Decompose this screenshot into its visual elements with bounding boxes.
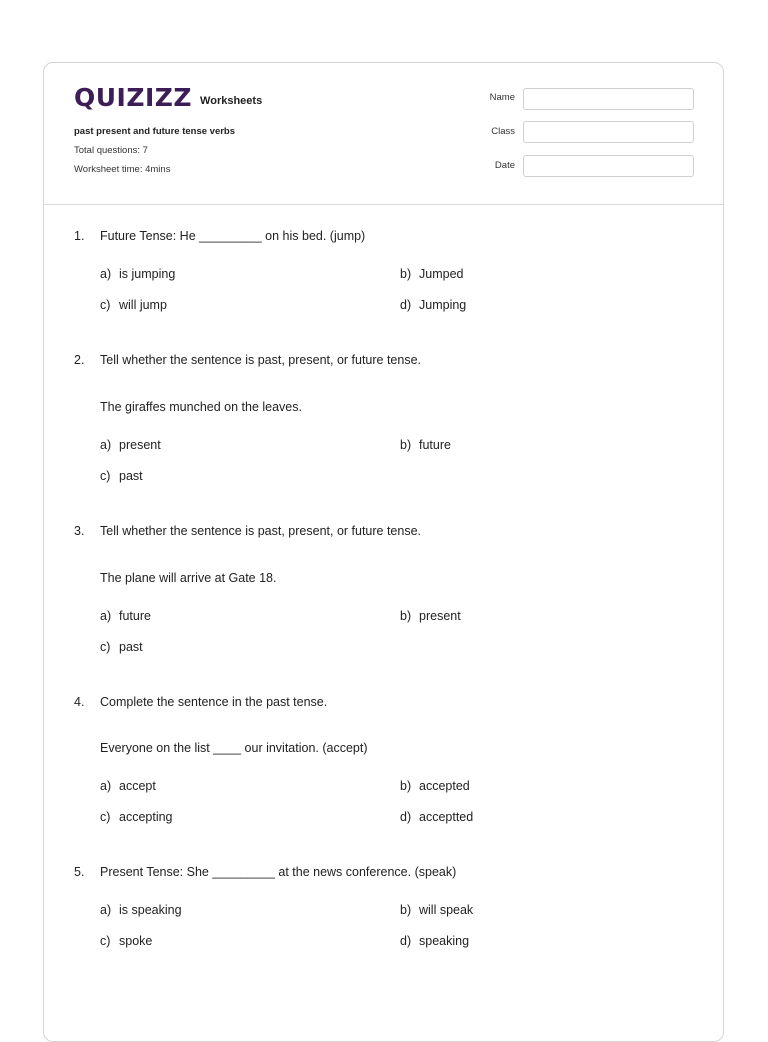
question-number: 1. <box>74 229 85 243</box>
option-d <box>400 298 466 312</box>
total-questions: Total questions: 7 <box>74 145 148 156</box>
worksheet-header <box>44 63 723 205</box>
worksheet-card <box>43 62 724 1042</box>
option-text: present <box>119 438 161 452</box>
option-letter: b) <box>400 609 412 623</box>
logo-product: Worksheets <box>200 95 263 107</box>
option-c <box>100 640 143 654</box>
logo-text: QUIZIZZ <box>74 83 193 112</box>
option-letter: d) <box>400 298 412 312</box>
date-label: Date <box>494 160 515 171</box>
option-letter: c) <box>100 810 111 824</box>
question-text: Tell whether the sentence is past, present, or future tense. <box>100 524 422 538</box>
option-letter: a) <box>100 903 112 917</box>
option-text: is speaking <box>119 903 182 917</box>
option-text: is jumping <box>119 267 176 281</box>
question-number: 3. <box>74 524 85 538</box>
option-letter: b) <box>400 267 412 281</box>
option-b <box>400 779 470 793</box>
option-text: accepting <box>119 810 173 824</box>
option-a <box>100 267 175 281</box>
option-c <box>100 810 173 824</box>
option-letter: a) <box>100 438 112 452</box>
option-letter: c) <box>100 469 111 483</box>
question-sentence: The plane will arrive at Gate 18. <box>100 571 277 585</box>
quizizz-logo <box>74 85 262 111</box>
option-letter: a) <box>100 779 112 793</box>
name-field[interactable] <box>523 88 694 110</box>
date-field[interactable] <box>523 155 694 177</box>
option-c <box>100 469 143 483</box>
option-b <box>400 903 473 917</box>
option-text: future <box>119 609 151 623</box>
option-letter: b) <box>400 903 412 917</box>
option-b <box>400 267 463 281</box>
question-number: 5. <box>74 865 85 879</box>
question-sentence: The giraffes munched on the leaves. <box>100 400 302 414</box>
option-text: accepted <box>419 779 470 793</box>
option-text: acceptted <box>419 810 474 824</box>
worksheet-title: past present and future tense verbs <box>74 126 236 137</box>
option-letter: a) <box>100 609 112 623</box>
name-label: Name <box>489 92 515 103</box>
option-text: accept <box>119 779 156 793</box>
class-label: Class <box>491 126 515 137</box>
option-letter: c) <box>100 934 111 948</box>
option-a <box>100 903 182 917</box>
question-number: 2. <box>74 353 85 367</box>
class-field[interactable] <box>523 121 694 143</box>
option-text: past <box>119 640 143 654</box>
option-letter: b) <box>400 779 412 793</box>
option-d <box>400 934 469 948</box>
option-letter: d) <box>400 934 412 948</box>
option-text: will speak <box>419 903 474 917</box>
option-letter: a) <box>100 267 112 281</box>
option-a <box>100 438 161 452</box>
question-number: 4. <box>74 695 85 709</box>
option-text: Jumping <box>419 298 467 312</box>
option-letter: d) <box>400 810 412 824</box>
option-text: present <box>419 609 461 623</box>
option-letter: c) <box>100 298 111 312</box>
option-d <box>400 810 473 824</box>
option-text: Jumped <box>419 267 464 281</box>
option-a <box>100 609 151 623</box>
question-sentence: Everyone on the list ____ our invitation. (accept) <box>100 741 368 755</box>
option-a <box>100 779 156 793</box>
option-c <box>100 934 152 948</box>
worksheet-time: Worksheet time: 4mins <box>74 164 171 175</box>
option-text: speaking <box>419 934 470 948</box>
question-text: Tell whether the sentence is past, present, or future tense. <box>100 353 422 367</box>
question-text: Present Tense: She _________ at the news conference. (speak) <box>100 865 457 879</box>
option-b <box>400 609 461 623</box>
option-letter: c) <box>100 640 111 654</box>
option-text: will jump <box>119 298 167 312</box>
option-b <box>400 438 451 452</box>
option-c <box>100 298 167 312</box>
option-text: future <box>419 438 451 452</box>
option-letter: b) <box>400 438 412 452</box>
question-text: Complete the sentence in the past tense. <box>100 695 328 709</box>
option-text: past <box>119 469 143 483</box>
option-text: spoke <box>119 934 153 948</box>
question-text: Future Tense: He _________ on his bed. (jump) <box>100 229 366 243</box>
